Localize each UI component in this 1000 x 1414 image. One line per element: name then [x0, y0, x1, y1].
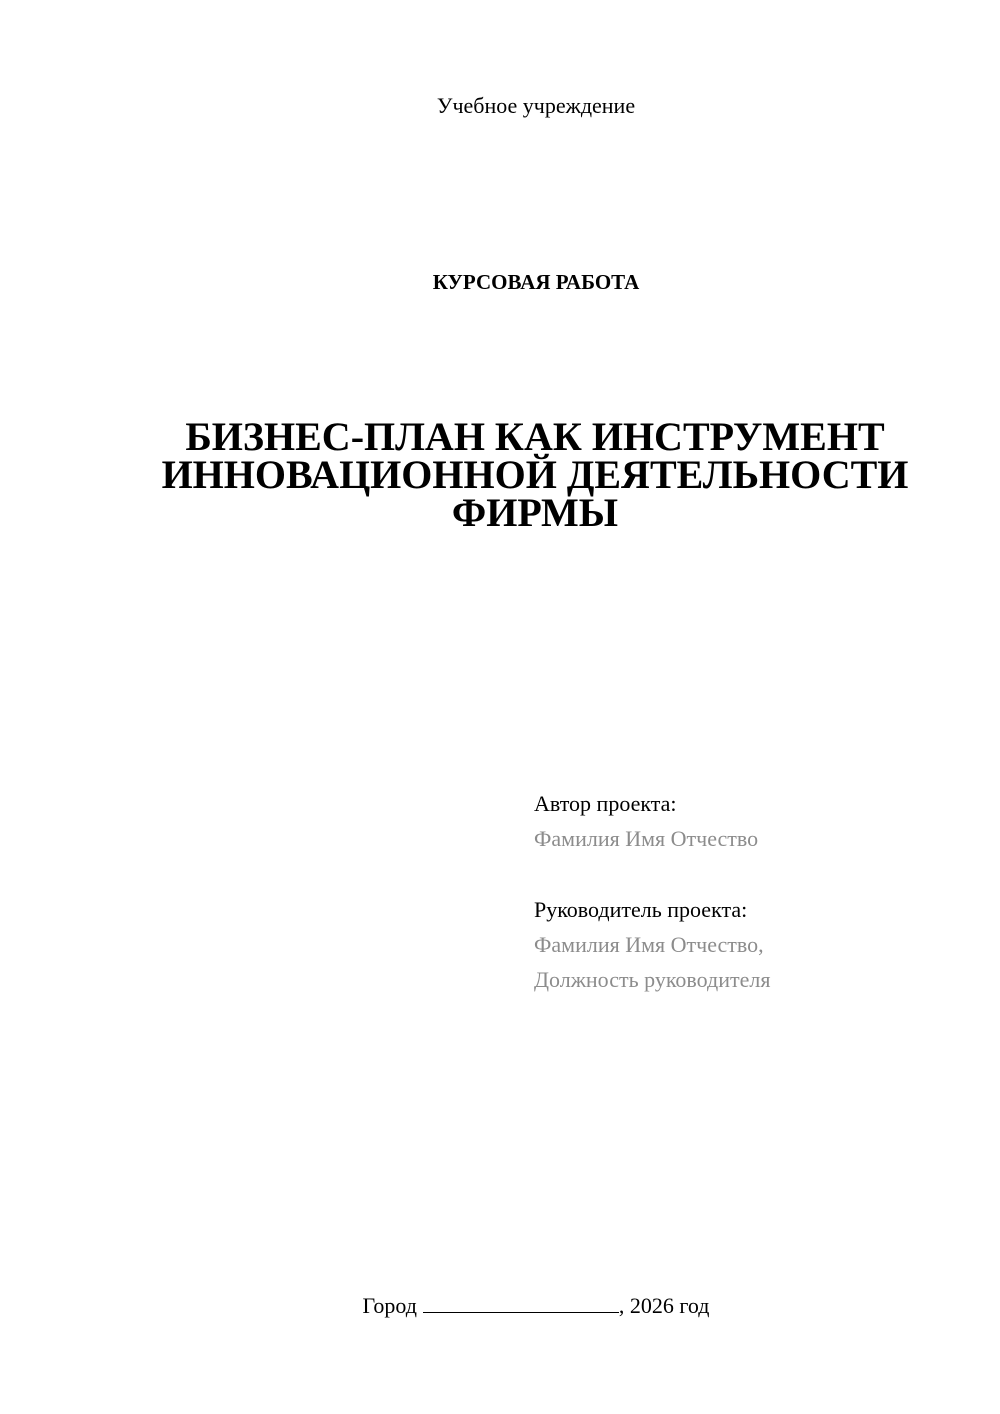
- year-text: , 2026 год: [618, 1293, 710, 1318]
- author-label: Автор проекта:: [534, 791, 677, 816]
- author-name: Фамилия Имя Отчество: [534, 826, 759, 851]
- institution-name: Учебное учреждение: [436, 93, 636, 118]
- title-line-3: ФИРМЫ: [451, 490, 619, 535]
- title-line-2: ИННОВАЦИОННОЙ ДЕЯТЕЛЬНОСТИ: [161, 452, 909, 497]
- supervisor-position: Должность руководителя: [534, 967, 771, 992]
- footer-city-year: [0, 1290, 1000, 1321]
- document-title: [100, 414, 970, 535]
- city-label: Город: [362, 1293, 417, 1318]
- supervisor-block: [534, 892, 974, 997]
- title-line-1: БИЗНЕС-ПЛАН КАК ИНСТРУМЕНТ: [185, 414, 885, 459]
- supervisor-name: Фамилия Имя Отчество,: [534, 932, 764, 957]
- author-block: [534, 786, 974, 856]
- city-blank-line: [423, 1290, 619, 1313]
- supervisor-label: Руководитель проекта:: [534, 897, 748, 922]
- work-type-heading: КУРСОВАЯ РАБОТА: [432, 270, 640, 294]
